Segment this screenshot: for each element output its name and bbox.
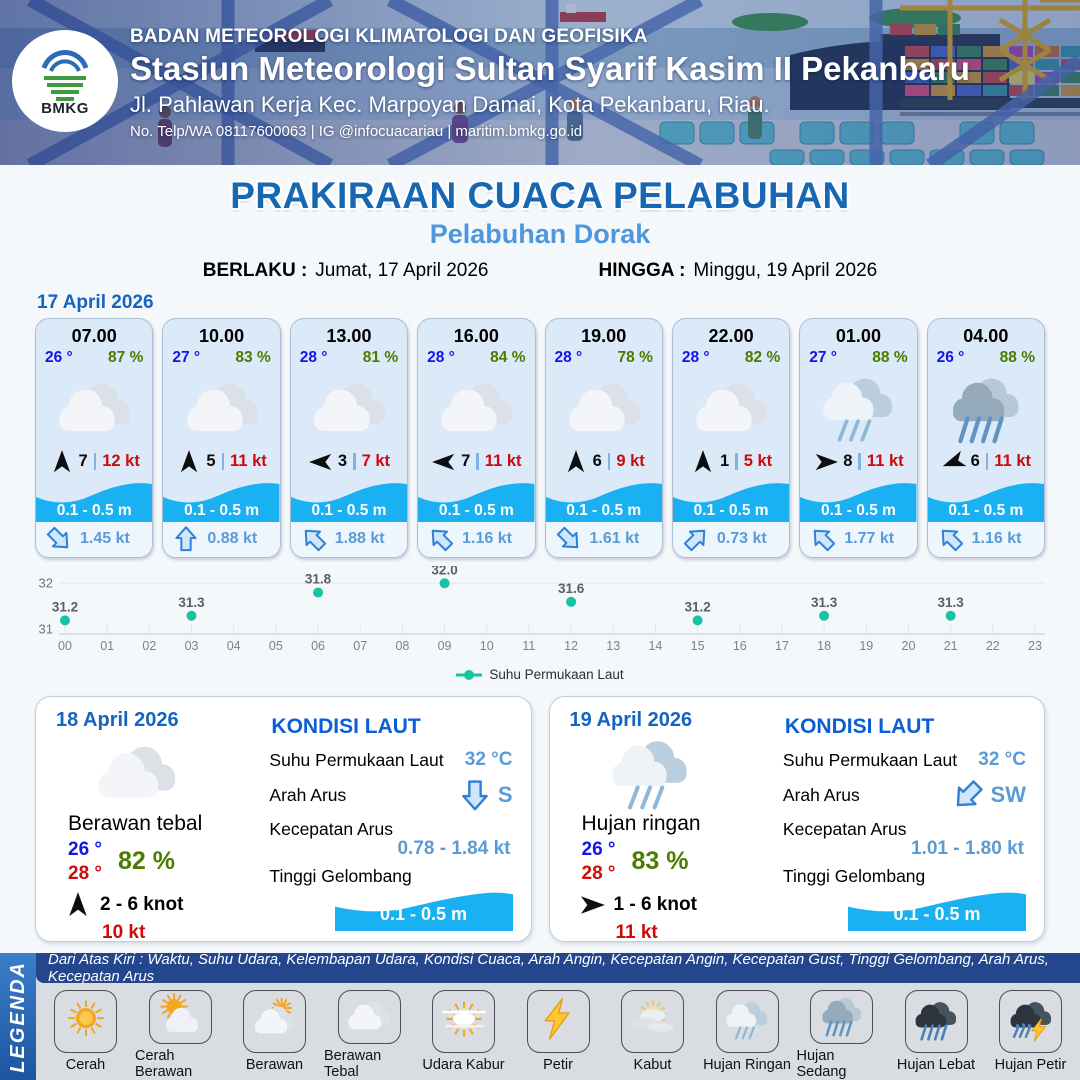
svg-text:03: 03 — [184, 639, 199, 653]
sea-temperature-chart — [35, 566, 1045, 682]
wave-height-label: Tinggi Gelombang — [782, 866, 926, 886]
air-temperature: 27 ° — [172, 349, 201, 366]
divider — [222, 453, 225, 470]
humidity: 84 % — [490, 349, 526, 366]
wave-height-label: Tinggi Gelombang — [269, 866, 412, 886]
wave-height-band — [163, 475, 279, 521]
legend-item — [41, 990, 131, 1080]
wind-direction-icon — [64, 891, 92, 919]
current-speed: 1.16 kt — [971, 530, 1022, 548]
humidity: 81 % — [362, 349, 399, 366]
legend-item-label: Udara Kabur — [422, 1057, 505, 1073]
current-direction-value: S — [497, 782, 513, 807]
station-name: Stasiun Meteorologi Sultan Syarif Kasim II Pekanbaru — [130, 50, 970, 87]
weather-icon-berawan-tebal — [163, 367, 279, 448]
legend-item-label: Berawan — [245, 1057, 304, 1073]
humidity: 83 % — [631, 847, 689, 876]
bmkg-logo-text: BMKG — [41, 99, 89, 117]
wind-row — [928, 448, 1044, 476]
forecast-time: 10.00 — [199, 326, 245, 346]
current-speed: 1.45 kt — [80, 530, 130, 548]
wave-height-band — [36, 475, 152, 521]
station-address: Jl. Pahlawan Kerja Kec. Marpoyan Damai, Kota Pekanbaru, Riau. — [130, 92, 770, 117]
forecast-date-label: 17 April 2026 — [37, 292, 154, 313]
wind-direction-icon — [308, 449, 334, 475]
chart-legend — [35, 667, 1045, 682]
current-speed: 1.77 kt — [844, 530, 895, 548]
humidity: 87 % — [108, 349, 144, 366]
legend-title-bar — [0, 953, 36, 1080]
current-speed: 1.61 kt — [589, 530, 640, 548]
svg-text:06: 06 — [311, 639, 325, 653]
air-temperature: 28 ° — [554, 349, 583, 366]
weather-icon-berawan-tebal — [36, 367, 152, 448]
humidity: 82 % — [744, 349, 781, 366]
gust-speed: 11 kt — [484, 452, 522, 470]
wind-row — [291, 448, 407, 476]
valid-from — [203, 260, 489, 282]
legend-icon-box — [905, 990, 968, 1053]
svg-text:31.3: 31.3 — [178, 594, 205, 610]
legend-icon-box — [810, 990, 873, 1044]
hourly-forecast-card — [927, 318, 1045, 558]
svg-text:11: 11 — [522, 639, 536, 653]
forecast-time: 13.00 — [326, 326, 372, 346]
port-name: Pelabuhan Dorak — [429, 219, 651, 249]
chart-legend-label: Suhu Permukaan Laut — [489, 667, 624, 682]
current-direction-icon — [427, 525, 455, 553]
wind-direction-icon — [49, 449, 75, 475]
hourly-forecast-row — [0, 318, 1080, 558]
hourly-forecast-card — [162, 318, 280, 558]
forecast-time: 04.00 — [963, 326, 1009, 346]
petir-icon — [531, 996, 585, 1047]
udara-kabur-icon — [437, 996, 491, 1047]
current-direction-icon — [951, 778, 985, 812]
header-banner — [0, 0, 1080, 165]
legend-item — [324, 990, 414, 1080]
svg-text:17: 17 — [775, 639, 789, 653]
hujan-petir-icon — [1004, 996, 1058, 1047]
current-speed: 0.88 kt — [207, 530, 258, 548]
valid-until — [599, 260, 878, 282]
air-temperature: 28 ° — [299, 349, 328, 366]
svg-text:04: 04 — [226, 639, 241, 653]
svg-text:32: 32 — [38, 575, 53, 591]
current-direction-icon — [809, 525, 837, 553]
wind-row — [36, 448, 152, 476]
wind-range: 2 - 6 knot — [100, 893, 184, 915]
legend-title: LEGENDA — [6, 960, 29, 1073]
valid-until-value: Minggu, 19 April 2026 — [693, 260, 878, 281]
divider — [858, 453, 861, 470]
hujan-ringan-icon — [720, 996, 774, 1047]
divider — [608, 453, 611, 470]
current-direction-label: Arah Arus — [269, 784, 347, 805]
berawan-tebal-icon — [342, 992, 396, 1043]
wave-height-band — [546, 475, 662, 521]
svg-text:31.8: 31.8 — [304, 571, 332, 587]
sst-label: Suhu Permukaan Laut — [782, 749, 958, 770]
current-direction-value: SW — [990, 782, 1026, 807]
legend-icon-box — [621, 990, 684, 1053]
svg-text:19: 19 — [859, 639, 874, 653]
wind-row — [418, 448, 534, 476]
svg-text:12: 12 — [564, 639, 579, 653]
legend-item — [797, 990, 887, 1080]
legend-item — [135, 990, 225, 1080]
wave-height: 0.1 - 0.5 m — [693, 501, 769, 519]
weather-icon-berawan-tebal — [546, 367, 662, 448]
svg-text:20: 20 — [901, 639, 916, 653]
wave-height-band — [291, 475, 407, 521]
sst-value: 32 °C — [978, 749, 1026, 770]
temp-max: 28 ° — [68, 862, 103, 884]
wave-height: 0.1 - 0.5 m — [184, 501, 260, 519]
forecast-time: 16.00 — [453, 326, 499, 346]
bmkg-logo — [12, 30, 118, 132]
humidity: 78 % — [617, 349, 653, 366]
wind-row — [800, 448, 916, 476]
legend-item-label: Berawan Tebal — [324, 1048, 382, 1080]
current-row — [291, 522, 407, 557]
wind-direction-icon — [176, 449, 202, 475]
svg-text:31.3: 31.3 — [810, 594, 838, 610]
wave-height: 0.1 - 0.5 m — [566, 501, 642, 519]
weather-icon-berawan-tebal — [291, 367, 407, 448]
svg-text:01: 01 — [100, 639, 115, 653]
weather-icon-hujan-ringan — [800, 367, 916, 448]
sst-value: 32 °C — [464, 749, 513, 770]
wind-speed: 8 — [843, 452, 853, 470]
wind-direction-icon — [813, 449, 839, 475]
current-direction-label: Arah Arus — [782, 784, 860, 805]
hujan-lebat-icon — [909, 996, 963, 1047]
daily-card-19-april — [549, 696, 1046, 942]
humidity: 88 % — [999, 349, 1035, 366]
air-temperature: 27 ° — [809, 349, 837, 366]
wave-height-band — [928, 475, 1044, 521]
legend-item-label: Hujan Ringan — [703, 1057, 791, 1073]
svg-text:23: 23 — [1028, 639, 1042, 653]
current-speed-value: 0.78 - 1.84 kt — [397, 838, 511, 859]
svg-text:31.3: 31.3 — [937, 594, 964, 610]
current-direction-icon — [300, 525, 328, 553]
svg-text:10: 10 — [479, 639, 494, 653]
wind-direction-icon — [431, 449, 457, 475]
wind-direction-icon — [563, 449, 589, 475]
air-temperature: 26 ° — [45, 349, 73, 366]
current-direction-icon — [458, 778, 492, 812]
wind-speed: 7 — [461, 452, 471, 470]
wave-height: 0.1 - 0.5 m — [56, 501, 132, 519]
condition-text: Hujan ringan — [581, 812, 701, 835]
current-direction-icon — [172, 525, 200, 553]
legend-caption: Dari Atas Kiri : Waktu, Suhu Udara, Kelembapan Udara, Kondisi Cuaca, Arah Angin, Kecepatan Angin, Kecepatan Gust, Tinggi Gelombang, Arah Arus, Kecepatan Arus — [36, 953, 1080, 983]
legend-icon-box — [149, 990, 212, 1044]
legend-icon-box — [527, 990, 590, 1053]
hourly-forecast-card — [799, 318, 917, 558]
svg-text:22: 22 — [985, 639, 1000, 653]
wind-direction-icon — [690, 449, 716, 475]
wind-speed: 5 — [206, 452, 216, 470]
wave-height-value: 0.1 - 0.5 m — [893, 904, 981, 924]
wave-height-band — [418, 475, 534, 521]
daily-forecast-row — [0, 696, 1080, 942]
berawan-icon — [248, 996, 302, 1047]
weather-condition-icon — [598, 732, 775, 812]
current-direction-icon — [682, 525, 710, 553]
gust-speed: 7 kt — [361, 452, 390, 470]
valid-from-value: Jumat, 17 April 2026 — [315, 260, 489, 281]
current-row — [546, 522, 662, 557]
divider — [476, 453, 479, 470]
current-row — [36, 522, 152, 557]
legend-item-label: Kabut — [633, 1057, 672, 1073]
svg-text:31: 31 — [38, 621, 53, 637]
svg-text:14: 14 — [648, 639, 663, 653]
legend-item — [702, 990, 792, 1080]
svg-text:32.0: 32.0 — [431, 566, 458, 578]
wave-height-band — [800, 475, 916, 521]
current-row — [928, 522, 1044, 557]
current-row — [673, 522, 789, 557]
wind-row — [546, 448, 662, 476]
agency-name: BADAN METEOROLOGI KLIMATOLOGI DAN GEOFISIKA — [130, 26, 648, 47]
cerah-icon — [59, 996, 113, 1047]
divider — [94, 453, 97, 470]
page-title: PRAKIRAAN CUACA PELABUHAN — [230, 175, 850, 216]
legend-item — [986, 990, 1076, 1080]
gust-speed: 12 kt — [102, 452, 140, 470]
legend-item — [891, 990, 981, 1080]
current-row — [163, 522, 279, 557]
svg-text:31.2: 31.2 — [51, 599, 79, 615]
sea-conditions-title: KONDISI LAUT — [784, 715, 935, 738]
current-speed-label: Kecepatan Arus — [269, 819, 393, 839]
legend-items — [36, 983, 1080, 1080]
forecast-time: 01.00 — [835, 326, 881, 346]
wave-height-badge — [335, 889, 513, 931]
hourly-forecast-card — [417, 318, 535, 558]
forecast-time: 22.00 — [708, 326, 754, 346]
current-direction-icon — [937, 525, 965, 553]
current-speed: 1.16 kt — [462, 530, 512, 548]
forecast-time: 07.00 — [71, 326, 117, 346]
wind-row — [673, 448, 789, 476]
air-temperature: 28 ° — [427, 349, 455, 366]
svg-text:13: 13 — [606, 639, 621, 653]
legend-item-label: Hujan Lebat — [896, 1057, 976, 1073]
temp-min: 26 ° — [581, 839, 616, 860]
legend-section — [0, 953, 1080, 1080]
hourly-forecast-card — [545, 318, 663, 558]
legend-item-label: Cerah — [65, 1057, 106, 1073]
valid-until-label: HINGGA : — [598, 260, 686, 281]
station-contact: No. Telp/WA 08117600063 | IG @infocuacariau | maritim.bmkg.go.id — [130, 123, 583, 140]
legend-item-label: Hujan Petir — [994, 1057, 1067, 1073]
sea-conditions-title: KONDISI LAUT — [271, 715, 421, 738]
legend-item — [419, 990, 509, 1080]
legend-item-label: Hujan Sedang — [796, 1048, 847, 1080]
wind-speed: 6 — [970, 452, 980, 470]
legend-item-label: Cerah Berawan — [135, 1048, 193, 1080]
wind-direction-icon — [941, 449, 967, 475]
wave-height: 0.1 - 0.5 m — [311, 501, 387, 519]
svg-text:31.2: 31.2 — [684, 599, 711, 615]
wave-height-band — [673, 475, 789, 521]
temp-min: 26 ° — [68, 839, 103, 860]
wave-height: 0.1 - 0.5 m — [438, 501, 514, 519]
current-speed: 0.73 kt — [716, 530, 767, 548]
gust-speed: 11 kt — [615, 921, 658, 943]
weather-icon-berawan-tebal — [418, 367, 534, 448]
daily-date: 19 April 2026 — [569, 709, 693, 731]
current-speed: 1.88 kt — [334, 530, 385, 548]
gust-speed: 9 kt — [616, 452, 645, 470]
svg-text:02: 02 — [142, 639, 157, 653]
svg-text:31.6: 31.6 — [557, 580, 585, 596]
current-speed-label: Kecepatan Arus — [782, 819, 907, 839]
sea-temperature-plot — [35, 566, 1045, 662]
air-temperature: 28 ° — [681, 349, 710, 366]
current-direction-icon — [45, 525, 73, 553]
current-direction-icon — [555, 525, 583, 553]
legend-item-label: Petir — [543, 1057, 573, 1073]
legend-icon-box — [999, 990, 1062, 1053]
valid-from-label: BERLAKU : — [202, 260, 308, 281]
gust-speed: 10 kt — [102, 921, 146, 943]
wave-height: 0.1 - 0.5 m — [820, 501, 896, 519]
wind-direction-icon — [578, 891, 606, 919]
svg-text:00: 00 — [58, 639, 72, 653]
weather-icon-berawan-tebal — [673, 367, 789, 448]
humidity: 88 % — [872, 349, 908, 366]
wave-height: 0.1 - 0.5 m — [948, 501, 1024, 519]
wind-speed: 6 — [592, 452, 602, 470]
wind-speed: 3 — [337, 452, 348, 470]
gust-speed: 5 kt — [743, 452, 773, 470]
wind-speed: 7 — [78, 452, 88, 470]
wind-row — [163, 448, 279, 476]
sst-label: Suhu Permukaan Laut — [269, 749, 444, 770]
wind-speed: 1 — [720, 452, 730, 470]
air-temperature: 26 ° — [936, 349, 965, 366]
kabut-icon — [626, 996, 680, 1047]
legend-icon-box — [338, 990, 401, 1044]
forecast-time: 19.00 — [581, 326, 627, 346]
condition-text: Berawan tebal — [68, 812, 203, 835]
humidity: 82 % — [118, 847, 175, 876]
wave-height-value: 0.1 - 0.5 m — [379, 904, 468, 924]
legend-item — [230, 990, 320, 1080]
weather-condition-icon — [84, 732, 261, 812]
hujan-sedang-icon — [815, 992, 869, 1043]
legend-icon-box — [54, 990, 117, 1053]
temp-max: 28 ° — [581, 862, 616, 884]
svg-text:18: 18 — [817, 639, 832, 653]
divider — [986, 453, 989, 470]
legend-item — [608, 990, 698, 1080]
legend-icon-box — [716, 990, 779, 1053]
gust-speed: 11 kt — [994, 452, 1031, 470]
svg-text:16: 16 — [732, 639, 747, 653]
hourly-forecast-card — [672, 318, 790, 558]
weather-icon-hujan-sedang — [928, 367, 1044, 448]
legend-item — [513, 990, 603, 1080]
svg-text:21: 21 — [943, 639, 958, 653]
current-speed-value: 1.01 - 1.80 kt — [910, 838, 1024, 859]
legend-icon-box — [243, 990, 306, 1053]
chart-legend-marker — [456, 670, 482, 680]
gust-speed: 11 kt — [230, 452, 267, 470]
cerah-berawan-icon — [153, 992, 207, 1043]
bmkg-logo-icon — [34, 46, 96, 102]
hourly-forecast-card — [35, 318, 153, 558]
current-row — [800, 522, 916, 557]
wind-range: 1 - 6 knot — [613, 893, 697, 915]
daily-card-18-april — [35, 696, 532, 942]
hourly-forecast-card — [290, 318, 408, 558]
humidity: 83 % — [235, 349, 271, 366]
wave-height-badge — [848, 889, 1026, 931]
svg-text:07: 07 — [353, 639, 368, 653]
divider — [353, 453, 356, 470]
svg-text:09: 09 — [437, 639, 452, 653]
svg-text:05: 05 — [268, 639, 283, 653]
gust-speed: 11 kt — [866, 452, 904, 470]
legend-icon-box — [432, 990, 495, 1053]
divider — [735, 453, 738, 470]
daily-date: 18 April 2026 — [56, 709, 179, 731]
svg-text:15: 15 — [690, 639, 705, 653]
svg-text:08: 08 — [395, 639, 410, 653]
current-row — [418, 522, 534, 557]
